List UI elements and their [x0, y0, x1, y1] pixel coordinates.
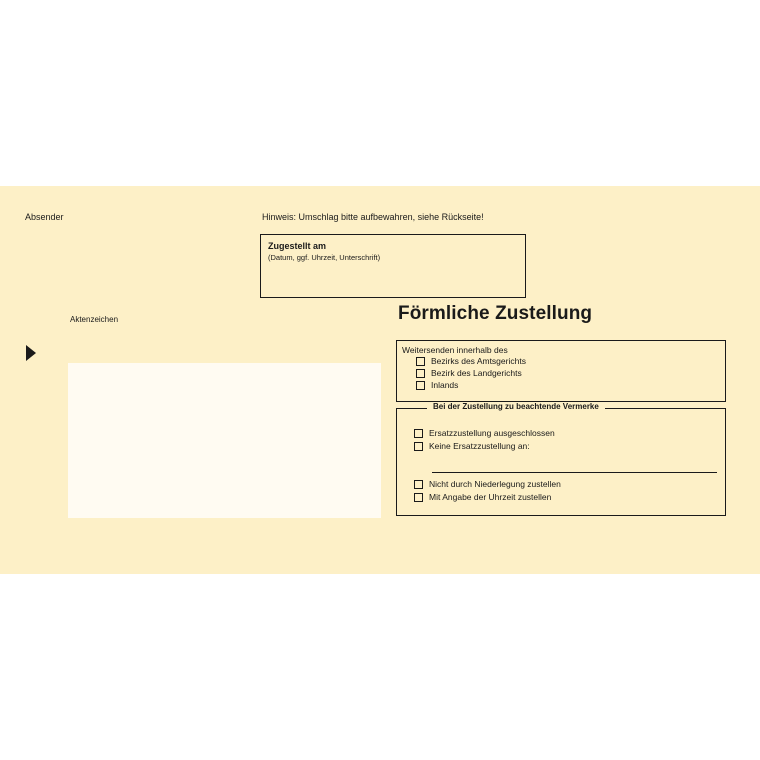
- checkbox[interactable]: [416, 357, 425, 366]
- notes-option-no-deposit[interactable]: [414, 479, 561, 489]
- delivered-title: Zugestellt am: [268, 241, 327, 251]
- option-label: Bezirk des Landgerichts: [431, 368, 522, 378]
- option-label: Bezirks des Amtsgerichts: [431, 356, 526, 366]
- notes-option-no-substitute-to[interactable]: [414, 441, 530, 451]
- option-label: Inlands: [431, 380, 459, 390]
- checkbox[interactable]: [414, 480, 423, 489]
- main-title: Förmliche Zustellung: [398, 303, 593, 324]
- sender-label: Absender: [25, 212, 64, 222]
- checkbox[interactable]: [416, 369, 425, 378]
- envelope: [0, 186, 760, 574]
- checkbox[interactable]: [414, 442, 423, 451]
- file-reference-label: Aktenzeichen: [70, 315, 119, 324]
- forward-option-domestic[interactable]: [416, 380, 458, 390]
- forward-option-regional-court[interactable]: [416, 368, 522, 378]
- delivered-box: [260, 234, 526, 298]
- forward-box: [396, 340, 726, 402]
- notes-option-substitute-excluded[interactable]: [414, 428, 555, 438]
- checkbox[interactable]: [414, 429, 423, 438]
- notes-option-with-time[interactable]: [414, 492, 551, 502]
- forward-title: Weitersenden innerhalb des: [402, 345, 508, 355]
- option-label: Keine Ersatzzustellung an:: [429, 441, 530, 451]
- option-label: Mit Angabe der Uhrzeit zustellen: [429, 492, 552, 502]
- option-label: Ersatzzustellung ausgeschlossen: [429, 428, 555, 438]
- checkbox[interactable]: [416, 381, 425, 390]
- option-label: Nicht durch Niederlegung zustellen: [429, 479, 561, 489]
- hint-text: Hinweis: Umschlag bitte aufbewahren, siehe Rückseite!: [262, 212, 484, 222]
- checkbox[interactable]: [414, 493, 423, 502]
- write-in-line[interactable]: [432, 472, 717, 473]
- arrow-right-icon: [26, 345, 36, 361]
- delivered-subtitle: (Datum, ggf. Uhrzeit, Unterschrift): [268, 253, 381, 262]
- address-window: [68, 363, 381, 518]
- notes-title: Bei der Zustellung zu beachtende Vermerke: [427, 402, 605, 411]
- notes-box: [396, 402, 726, 516]
- forward-option-district-court[interactable]: [416, 356, 526, 366]
